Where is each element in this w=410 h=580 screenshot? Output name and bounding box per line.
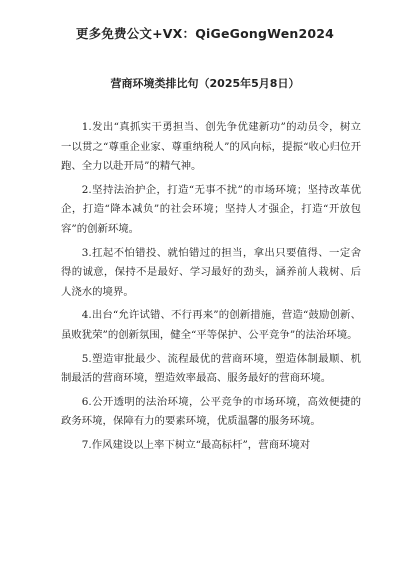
paragraph-5: 5.塑造审批最少、流程最优的营商环境，塑造体制最顺、机制最活的营商环境，塑造效率最高、服务最好的营商环境。 bbox=[61, 352, 361, 385]
paragraph-4: 4.出台“允许试错、不行再来”的创新措施，营造“鼓励创新、虽败犹荣”的创新氛围，健全“平等保护、公平竞争”的法治环境。 bbox=[61, 309, 361, 341]
promo-header: 更多免费公文+VX：QiGeGongWen2024 bbox=[75, 26, 335, 41]
document-title: 营商环境类排比句（2025年5月8日） bbox=[110, 77, 300, 90]
paragraph-1: 1.发出“真抓实干勇担当、创先争优建新功”的动员令，树立一以贯之“尊重企业家、尊重纳税人”的风向标，提振“收心归位开跑、全力以赴开局”的精气神。 bbox=[61, 121, 361, 173]
paragraph-6: 6.公开透明的法治环境，公平竞争的市场环境，高效便捷的政务环境，保障有力的要素环境，优质温馨的服务环境。 bbox=[61, 395, 361, 428]
paragraph-3: 3.扛起不怕错投、就怕错过的担当，拿出只要值得、一定舍得的诚意，保持不是最好、学习最好的劲头，涵养前人栽树、后人浇水的境界。 bbox=[61, 246, 361, 298]
document-body bbox=[61, 118, 361, 460]
paragraph-2: 2.坚持法治护企，打造“无事不扰”的市场环境；坚持改革优企，打造“降本减负”的社会环境；坚持人才强企，打造“开放包容”的创新环境。 bbox=[61, 183, 361, 235]
paragraph-7: 7.作风建设以上率下树立“最高标杆”，营商环境对 bbox=[81, 438, 311, 451]
